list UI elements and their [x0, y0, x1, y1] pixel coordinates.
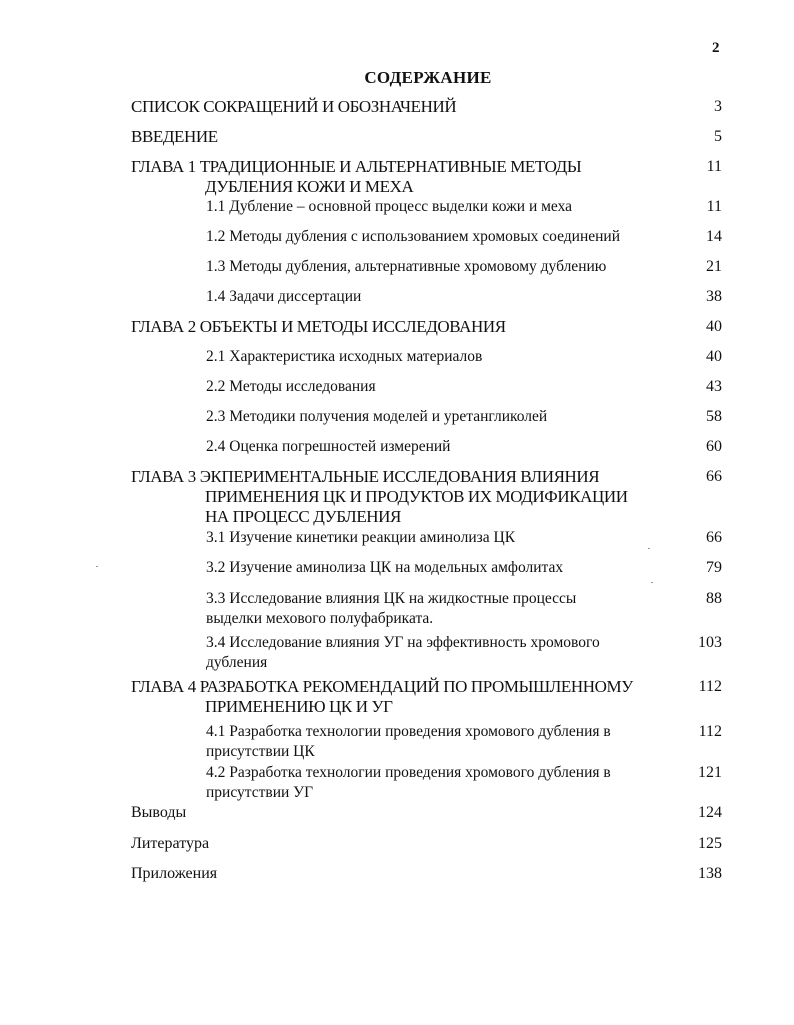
toc-page-number: 43 [706, 378, 722, 395]
page-title: СОДЕРЖАНИЕ [364, 68, 492, 87]
toc-entry-section-2-4: 2.4 Оценка погрешностей измерений [206, 438, 451, 455]
toc-page-number: 40 [706, 318, 722, 335]
page-number: 2 [712, 40, 720, 56]
toc-entry-section-1-3: 1.3 Методы дубления, альтернативные хромовому дублению [206, 258, 607, 275]
toc-entry-section-2-1: 2.1 Характеристика исходных материалов [206, 348, 483, 365]
toc-page-number: 121 [698, 764, 722, 781]
scan-speck [651, 582, 653, 583]
toc-entry-section-1-2: 1.2 Методы дубления с использованием хромовых соединений [206, 228, 621, 245]
scan-speck [648, 548, 650, 549]
toc-entry-line: НА ПРОЦЕСС ДУБЛЕНИЯ [205, 507, 401, 526]
toc-page-number: 88 [706, 590, 722, 607]
toc-entry-line: 4.2 Разработка технологии проведения хромового дубления в [206, 764, 611, 781]
toc-entry-line: присутствии УГ [206, 784, 314, 801]
toc-page-number: 79 [706, 559, 722, 576]
toc-entry-line: дубления [206, 654, 268, 671]
toc-page-number: 138 [698, 865, 722, 882]
toc-entry-line: 3.3 Исследование влияния ЦК на жидкостные процессы [206, 590, 577, 607]
toc-entry-chapter-3 [131, 467, 686, 527]
toc-entry-section-3-1: 3.1 Изучение кинетики реакции аминолиза ЦК [206, 529, 516, 546]
toc-page-number: 14 [706, 228, 722, 245]
toc-entry-line: ГЛАВА 1 ТРАДИЦИОННЫЕ И АЛЬТЕРНАТИВНЫЕ МЕТОДЫ [131, 157, 582, 176]
toc-entry-section-2-2: 2.2 Методы исследования [206, 378, 376, 395]
toc-entry-line: выделки мехового полуфабриката. [206, 610, 434, 627]
toc-entry-line: 3.4 Исследование влияния УГ на эффективность хромового [206, 634, 600, 651]
toc-entry-section-1-4: 1.4 Задачи диссертации [206, 288, 362, 305]
toc-entry-conclusions: Выводы [131, 804, 187, 821]
toc-entry-chapter-2: ГЛАВА 2 ОБЪЕКТЫ И МЕТОДЫ ИССЛЕДОВАНИЯ [131, 317, 506, 336]
toc-entry-line: присутствии ЦК [206, 743, 315, 760]
toc-entry-section-2-3: 2.3 Методики получения моделей и уретангликолей [206, 408, 548, 425]
toc-page-number: 124 [698, 804, 722, 821]
toc-entry-section-3-3 [206, 589, 681, 629]
toc-entry-section-3-4 [206, 633, 681, 673]
toc-page-number: 112 [698, 678, 722, 695]
toc-page-number: 60 [706, 438, 722, 455]
toc-page-number: 38 [706, 288, 722, 305]
toc-entry-abbreviations: СПИСОК СОКРАЩЕНИЙ И ОБОЗНАЧЕНИЙ [131, 97, 457, 116]
toc-entry-section-1-1: 1.1 Дубление – основной процесс выделки кожи и меха [206, 198, 573, 215]
toc-entry-line: ГЛАВА 3 ЭКПЕРИМЕНТАЛЬНЫЕ ИССЛЕДОВАНИЯ ВЛИЯНИЯ [131, 467, 600, 486]
toc-entry-line: 4.1 Разработка технологии проведения хромового дубления в [206, 723, 611, 740]
toc-page-number: 21 [706, 258, 722, 275]
toc-entry-section-3-2: 3.2 Изучение аминолиза ЦК на модельных амфолитах [206, 559, 564, 576]
scan-speck [96, 566, 98, 567]
toc-entry-section-4-1 [206, 722, 681, 762]
toc-page-number: 112 [698, 723, 722, 740]
toc-page-number: 103 [698, 634, 722, 651]
toc-entry-line: ГЛАВА 4 РАЗРАБОТКА РЕКОМЕНДАЦИЙ ПО ПРОМЫШЛЕННОМУ [131, 677, 633, 696]
toc-page-number: 11 [706, 198, 722, 215]
toc-page-number: 66 [706, 468, 722, 485]
toc-entry-line: ПРИМЕНЕНИЮ ЦК И УГ [205, 697, 393, 716]
toc-entry-line: ДУБЛЕНИЯ КОЖИ И МЕХА [205, 177, 414, 196]
toc-page-number: 11 [706, 158, 722, 175]
toc-page-number: 3 [714, 98, 722, 115]
toc-entry-introduction: ВВЕДЕНИЕ [131, 127, 218, 146]
toc-entry-literature: Литература [131, 835, 210, 852]
toc-page-number: 125 [698, 835, 722, 852]
toc-entry-chapter-1 [131, 157, 686, 197]
toc-page-number: 66 [706, 529, 722, 546]
toc-page-number: 40 [706, 348, 722, 365]
toc-entry-appendices: Приложения [131, 865, 218, 882]
toc-entry-line: ПРИМЕНЕНИЯ ЦК И ПРОДУКТОВ ИХ МОДИФИКАЦИИ [205, 487, 628, 506]
toc-page-number: 58 [706, 408, 722, 425]
toc-entry-chapter-4 [131, 677, 686, 717]
toc-page-number: 5 [714, 128, 722, 145]
toc-entry-section-4-2 [206, 763, 681, 803]
